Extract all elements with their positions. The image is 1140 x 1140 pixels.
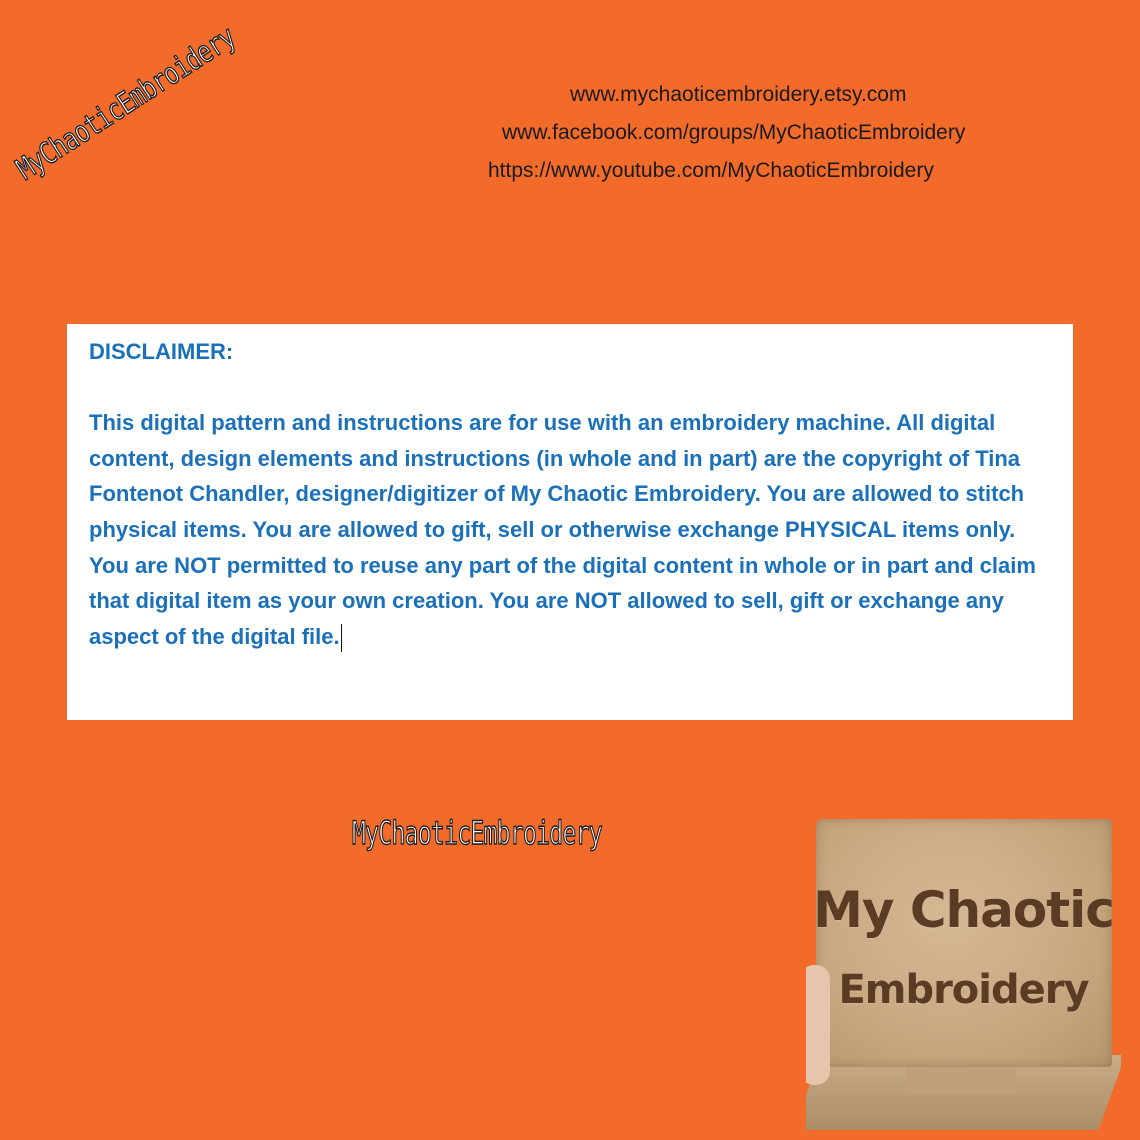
logo-rotated: MyChaoticEmbroidery: [10, 20, 242, 188]
engraved-line-1: My Chaotic: [813, 881, 1114, 939]
logo-flat: MyChaoticEmbroidery: [352, 814, 602, 852]
disclaimer-body: This digital pattern and instructions are for use with an embroidery machine. All digital content, design elements and instructions (in whole and in part) are the copyright of Tina Fontenot Chandler, designer/digitizer of My Chaotic Embroidery. You are allowed to stitch physical items. You are allowed to gift, sell or otherwise exchange PHYSICAL items only. You are NOT permitted to reuse any part of the digital content in whole or in part and claim that digital item as your own creation. You are NOT allowed to sell, gift or exchange any aspect of the digital file.: [89, 410, 1036, 649]
facebook-link[interactable]: www.facebook.com/groups/MyChaoticEmbroidery: [502, 121, 966, 144]
engraved-sign-photo: [806, 815, 1121, 1130]
etsy-link[interactable]: www.mychaoticembroidery.etsy.com: [570, 83, 907, 106]
text-cursor: [341, 624, 342, 652]
links-block: [440, 76, 1100, 190]
disclaimer-box: [67, 324, 1073, 720]
sign-board: [816, 819, 1112, 1067]
engraved-line-2: Embroidery: [838, 967, 1089, 1013]
sign-tab: [906, 1065, 1016, 1093]
disclaimer-heading: DISCLAIMER:: [89, 339, 234, 364]
youtube-link[interactable]: https://www.youtube.com/MyChaoticEmbroidery: [488, 159, 934, 182]
